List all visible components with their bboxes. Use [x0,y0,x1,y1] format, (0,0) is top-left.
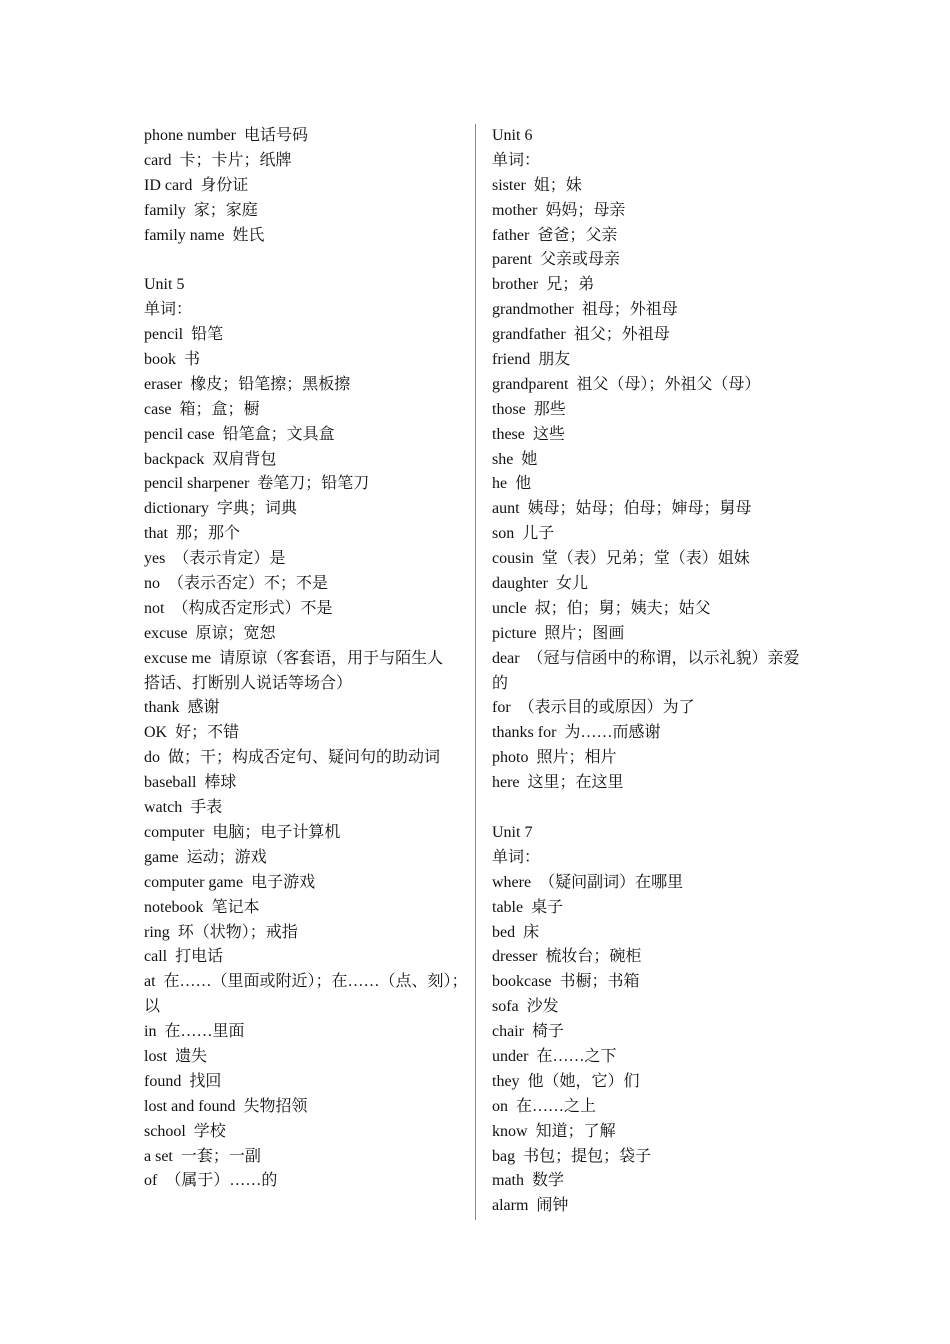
vocab-entry [492,1020,812,1045]
vocab-entry [144,1120,466,1145]
vocab-word: bookcase [492,973,552,991]
vocab-meaning-continued: 以 [144,998,161,1016]
vocab-entry [144,522,466,547]
vocab-entry [144,174,466,199]
vocab-entry [492,348,812,373]
vocab-word: lost and found [144,1097,236,1115]
vocab-meaning: 手表 [190,799,223,817]
blank-line [492,796,812,821]
vocab-meaning: 电话号码 [243,127,308,144]
vocab-entry [492,174,812,199]
vocab-word: father [492,226,530,244]
vocab-word: those [492,400,526,418]
vocab-entry [144,472,466,497]
vocab-meaning: 祖父；外祖母 [573,326,670,344]
vocab-word: in [144,1023,157,1041]
vocab-meaning: 那；那个 [176,525,241,543]
vocab-meaning: 运动；游戏 [186,848,267,866]
vocab-entry [492,896,812,921]
vocab-entry [144,1020,466,1045]
vocab-meaning: 双肩背包 [212,450,277,468]
vocab-entry [144,348,466,373]
vocab-meaning: 原谅；宽恕 [195,624,276,642]
vocab-entry [492,995,812,1020]
vocab-word: family [144,201,186,219]
vocab-meaning: 箱；盒；橱 [179,400,260,418]
vocab-meaning: 朋友 [538,351,571,369]
vocab-meaning: 祖母；外祖母 [581,301,678,319]
vocab-word: ring [144,923,170,941]
vocab-word: math [492,1172,524,1190]
vocab-word: thank [144,699,180,717]
vocab-meaning: 找回 [189,1072,222,1090]
vocab-entry [144,1169,466,1194]
vocab-word: son [492,525,515,543]
section-heading: Unit 6 [492,127,533,144]
vocab-entry [144,796,466,821]
vocab-entry [144,970,466,995]
vocab-meaning: 姐；妹 [533,176,582,194]
vocab-word: family name [144,226,225,244]
vocab-entry [144,622,466,647]
vocab-entry [492,373,812,398]
vocab-meaning: 桌子 [531,898,564,916]
vocab-meaning: 她 [521,450,538,468]
vocab-word: grandfather [492,326,566,344]
vocab-meaning: 做；干；构成否定句、疑问句的助动词 [168,749,441,767]
vocab-word: do [144,749,160,767]
vocab-meaning: 女儿 [555,575,588,593]
vocab-entry [492,1145,812,1170]
vocab-entry [492,323,812,348]
vocab-entry [492,945,812,970]
vocab-word: watch [144,799,183,817]
vocab-word: a set [144,1147,173,1165]
vocab-entry [492,746,812,771]
vocab-entry [492,871,812,896]
vocab-entry [144,871,466,896]
vocab-word: where [492,873,532,891]
vocab-word: that [144,525,168,543]
vocab-word: bag [492,1147,516,1165]
vocab-meaning: 环（状物）；戒指 [177,923,298,941]
vocab-word: yes [144,550,166,568]
vocab-word: daughter [492,575,548,593]
vocab-meaning: 梳妆台；碗柜 [545,948,642,966]
vocab-meaning: 姓氏 [232,226,265,244]
vocab-entry [492,448,812,473]
vocab-word: lost [144,1047,168,1065]
vocab-meaning: 父亲或母亲 [539,251,620,269]
vocab-entry [144,846,466,871]
column-divider [475,124,476,1220]
vocab-meaning: 儿子 [522,525,555,543]
vocab-meaning: 知道；了解 [535,1122,616,1140]
vocab-meaning: 字典；词典 [216,500,297,518]
vocab-entry [492,572,812,597]
vocab-word: phone number [144,127,236,144]
vocab-word: know [492,1122,528,1140]
vocab-meaning: 学校 [193,1122,226,1140]
vocab-meaning: 在……之上 [516,1097,597,1115]
vocab-meaning: 为……而感谢 [564,724,661,742]
vocab-entry [144,572,466,597]
vocab-entry [492,398,812,423]
vocab-entry [144,448,466,473]
vocab-meaning: （属于）……的 [165,1172,278,1190]
vocab-word: pencil sharpener [144,475,250,493]
vocab-meaning: 棒球 [204,774,237,792]
vocab-meaning: （表示目的或原因）为了 [518,699,695,717]
vocab-word: brother [492,276,539,294]
vocab-entry [492,696,812,721]
vocab-entry [144,497,466,522]
vocab-word: here [492,774,520,792]
vocab-word: computer [144,823,205,841]
vocab-entry [492,771,812,796]
vocab-word: she [492,450,514,468]
vocab-meaning: 电子游戏 [251,873,316,891]
vocab-meaning: 在……（里面或附近）；在……（点、刻）； [163,973,468,991]
vocab-word: backpack [144,450,205,468]
vocab-word: they [492,1072,520,1090]
vocab-meaning: 那些 [533,400,566,418]
vocab-entry [492,273,812,298]
vocab-meaning: 书橱；书箱 [559,973,640,991]
vocab-entry [492,1045,812,1070]
vocab-meaning: 遗失 [175,1047,208,1065]
vocab-entry [492,224,812,249]
vocab-meaning: 打电话 [175,948,224,966]
vocab-word: chair [492,1023,524,1041]
vocab-meaning: 书包；提包；袋子 [523,1147,652,1165]
vocab-meaning: 失物招领 [243,1097,308,1115]
vocab-entry [492,547,812,572]
vocab-word: excuse [144,624,188,642]
section-heading: 单词： [144,301,193,319]
vocab-word: grandmother [492,301,574,319]
vocab-word: found [144,1072,182,1090]
vocab-entry [492,721,812,746]
vocab-entry [492,423,812,448]
vocab-word: alarm [492,1197,529,1215]
vocab-word: call [144,948,168,966]
vocab-word: grandparent [492,375,569,393]
vocab-meaning: 卷笔刀；铅笔刀 [257,475,370,493]
section-heading: Unit 5 [144,276,185,294]
vocab-word: of [144,1172,158,1190]
vocab-meaning: 闹钟 [536,1197,569,1215]
vocab-entry [492,522,812,547]
vocab-meaning: 橡皮；铅笔擦；黑板擦 [190,375,351,393]
vocab-word: these [492,425,525,443]
vocab-meaning: 笔记本 [211,898,260,916]
vocab-word: uncle [492,599,527,617]
vocab-meaning: （表示否定）不；不是 [168,575,329,593]
vocab-meaning: 家；家庭 [193,201,258,219]
vocab-entry [144,1145,466,1170]
section-heading: 单词： [492,151,541,169]
vocab-word: excuse me [144,649,212,667]
vocab-word: bed [492,923,516,941]
vocab-entry [144,721,466,746]
vocab-word: picture [492,624,537,642]
vocab-meaning: （表示肯定）是 [173,550,286,568]
vocab-entry [492,497,812,522]
vocab-meaning: （冠与信函中的称谓，以示礼貌）亲爱 [527,649,800,667]
vocab-meaning: 姨母；姑母；伯母；婶母；舅母 [527,500,752,518]
vocab-meaning: 爸爸；父亲 [537,226,618,244]
vocab-meaning: 这些 [532,425,565,443]
vocab-meaning: 椅子 [531,1023,564,1041]
vocab-word: under [492,1047,529,1065]
vocab-meaning-continued: 的 [492,674,509,692]
vocab-entry [144,746,466,771]
vocab-meaning: 沙发 [526,998,559,1016]
vocab-meaning: 妈妈；母亲 [545,201,626,219]
vocab-word: game [144,848,179,866]
vocab-word: dear [492,649,520,667]
vocab-meaning: 兄；弟 [546,276,595,294]
vocab-word: aunt [492,500,520,518]
vocab-entry [492,199,812,224]
vocab-word: ID card [144,176,193,194]
vocab-meaning: 床 [523,923,540,941]
vocab-entry [144,149,466,174]
vocab-entry [492,1070,812,1095]
vocab-entry [492,248,812,273]
vocab-entry [144,921,466,946]
vocab-entry [492,647,812,672]
vocab-entry [144,1070,466,1095]
vocab-meaning: 照片；图画 [544,624,625,642]
vocab-meaning: （构成否定形式）不是 [172,599,333,617]
vocab-entry [144,821,466,846]
vocab-entry [144,647,466,672]
vocab-entry [492,1120,812,1145]
vocab-meaning: 他（她，它）们 [527,1072,640,1090]
vocab-entry [144,771,466,796]
vocab-entry [492,921,812,946]
vocab-entry [492,970,812,995]
vocab-meaning: 照片；相片 [536,749,617,767]
vocab-meaning: 堂（表）兄弟；堂（表）姐妹 [541,550,750,568]
vocab-meaning: 卡；卡片；纸牌 [179,151,292,169]
vocab-entry [144,696,466,721]
vocab-word: notebook [144,898,204,916]
vocab-word: sister [492,176,526,194]
vocab-word: computer game [144,873,244,891]
vocab-word: no [144,575,160,593]
vocab-meaning: 书 [184,351,201,369]
vocab-word: OK [144,724,168,742]
vocab-entry [492,597,812,622]
vocab-word: dictionary [144,500,209,518]
vocab-entry [492,472,812,497]
vocab-meaning: 一套；一副 [180,1147,261,1165]
vocab-entry [492,1095,812,1120]
vocab-entry [144,124,466,149]
vocab-meaning: 数学 [532,1172,565,1190]
vocab-word: case [144,400,172,418]
section-heading: Unit 7 [492,823,533,841]
vocab-word: eraser [144,375,183,393]
vocab-entry [492,622,812,647]
right-column [492,124,812,1219]
left-column [144,124,466,1194]
vocab-entry [144,1095,466,1120]
vocab-meaning: 祖父（母）；外祖父（母） [576,375,761,393]
vocab-entry [492,1169,812,1194]
vocab-word: friend [492,351,531,369]
vocab-word: he [492,475,508,493]
vocab-entry [144,597,466,622]
vocab-word: cousin [492,550,534,568]
vocab-word: baseball [144,774,197,792]
vocab-word: school [144,1122,186,1140]
blank-line [144,248,466,273]
vocab-word: on [492,1097,508,1115]
vocab-entry [144,398,466,423]
vocab-entry [492,1194,812,1219]
vocab-entry [144,224,466,249]
vocab-word: parent [492,251,532,269]
vocab-word: for [492,699,511,717]
vocab-meaning: 铅笔盒；文具盒 [222,425,335,443]
vocab-meaning: 请原谅（客套语，用于与陌生人 [219,649,444,667]
vocab-meaning: 叔；伯；舅；姨夫；姑父 [534,599,711,617]
vocab-word: not [144,599,165,617]
vocab-word: at [144,973,156,991]
vocab-meaning: 铅笔 [191,326,224,344]
section-heading: 单词： [492,848,541,866]
vocab-word: table [492,898,524,916]
vocab-meaning: 在……里面 [164,1023,245,1041]
vocab-entry [492,298,812,323]
vocab-word: dresser [492,948,538,966]
vocab-meaning-continued: 搭话、打断别人说话等场合） [144,674,353,692]
vocab-word: book [144,351,176,369]
vocab-entry [144,945,466,970]
vocab-entry [144,547,466,572]
vocab-meaning: 这里；在这里 [527,774,624,792]
vocab-word: mother [492,201,538,219]
vocab-entry [144,373,466,398]
vocab-meaning: 他 [515,475,532,493]
vocab-meaning: 身份证 [200,176,249,194]
vocab-entry [144,1045,466,1070]
vocab-meaning: 好；不错 [175,724,240,742]
vocab-meaning: 电脑；电子计算机 [212,823,341,841]
vocab-entry [144,896,466,921]
vocab-entry [144,323,466,348]
vocab-word: thanks for [492,724,557,742]
vocab-meaning: （疑问副词）在哪里 [539,873,684,891]
vocab-meaning: 在……之下 [536,1047,617,1065]
vocab-word: pencil case [144,425,215,443]
vocab-entry [144,423,466,448]
vocab-entry [144,199,466,224]
vocab-word: photo [492,749,529,767]
vocab-meaning: 感谢 [187,699,220,717]
vocab-word: sofa [492,998,519,1016]
vocab-word: card [144,151,172,169]
vocab-word: pencil [144,326,184,344]
